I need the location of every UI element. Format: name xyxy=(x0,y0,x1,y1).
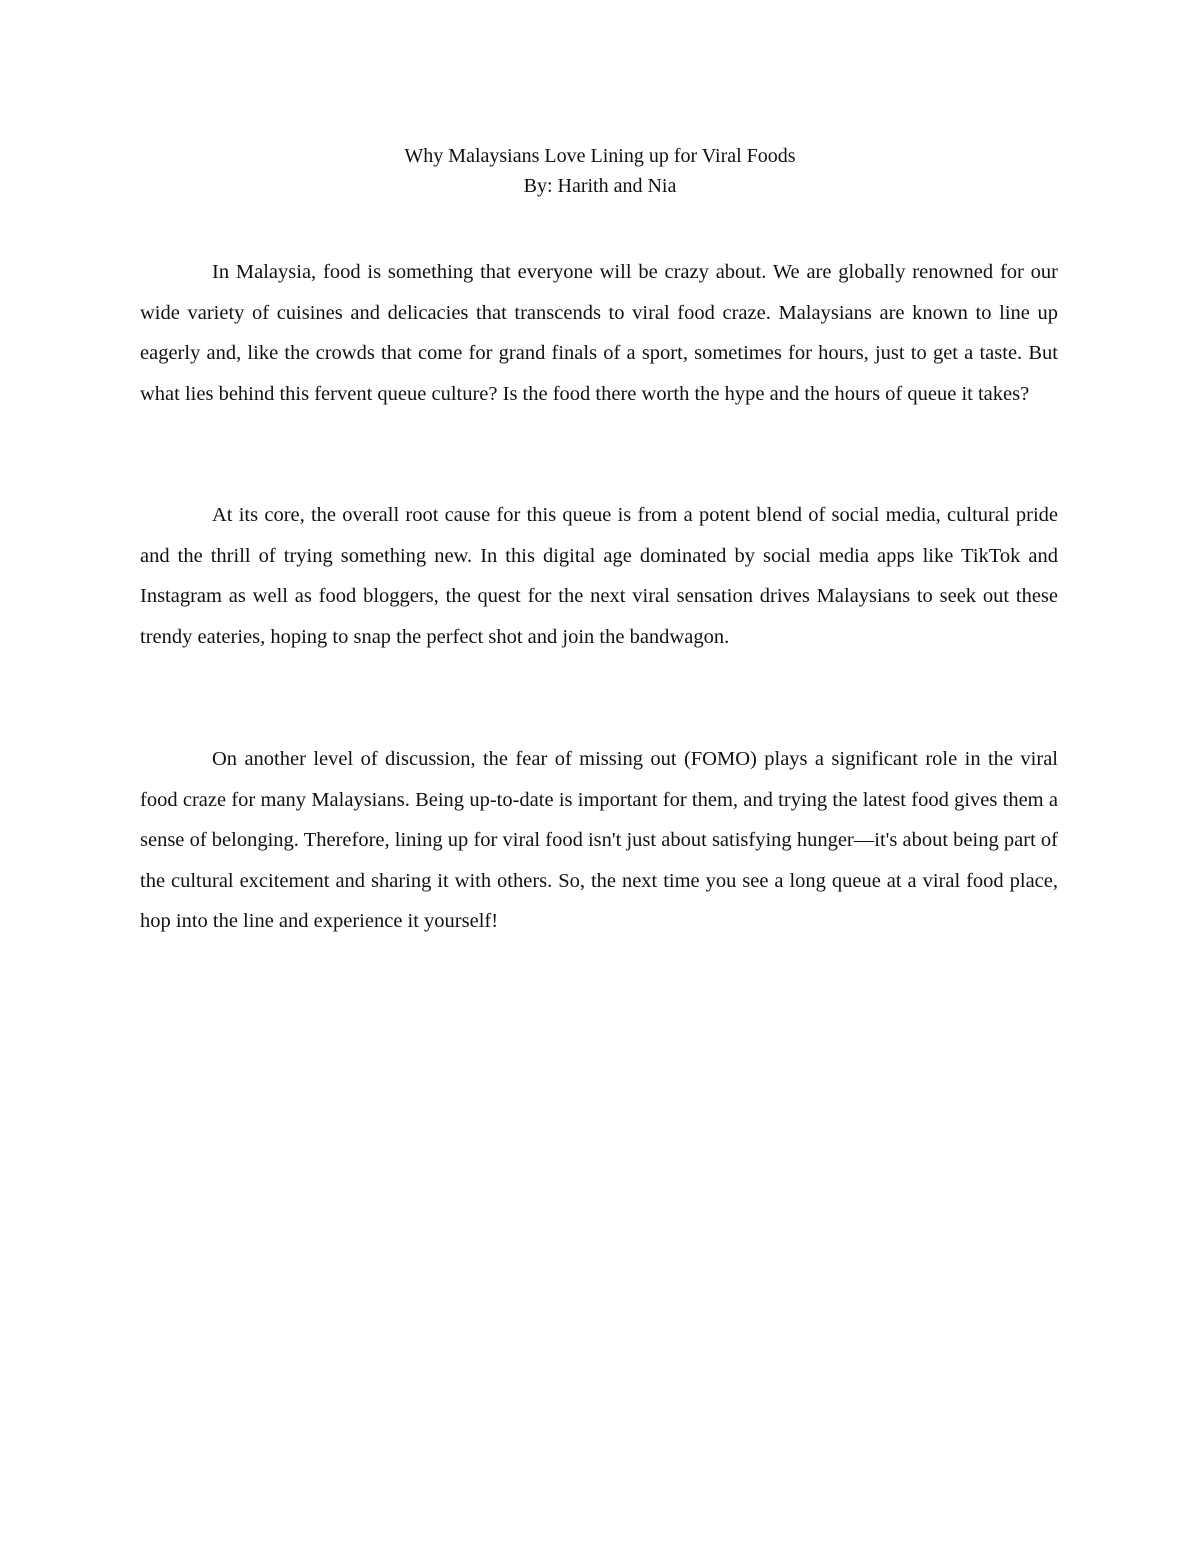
title-block xyxy=(140,141,1060,201)
document-byline: By: Harith and Nia xyxy=(523,175,677,197)
paragraph-3: On another level of discussion, the fear of missing out (FOMO) plays a significant role in the viral food craze for many Malaysians. Being up-to-date is important for them, and trying the latest food gives them a sense of belonging. Therefore, lining up for viral food isn't just about satisfying hunger—it's about being part of the cultural excitement and sharing it with others. So, the next time you see a long queue at a viral food place, hop into the line and experience it yourself! xyxy=(140,748,1058,933)
document-title: Why Malaysians Love Lining up for Viral Foods xyxy=(404,145,796,167)
paragraph-2: At its core, the overall root cause for this queue is from a potent blend of social media, cultural pride and the thrill of trying something new. In this digital age dominated by social media apps like TikTok and Instagram as well as food bloggers, the quest for the next viral sensation drives Malaysians to seek out these trendy eateries, hoping to snap the perfect shot and join the bandwagon. xyxy=(140,504,1058,648)
paragraph-1: In Malaysia, food is something that everyone will be crazy about. We are globally renowned for our wide variety of cuisines and delicacies that transcends to viral food craze. Malaysians are known to line up eagerly and, like the crowds that come for grand finals of a sport, sometimes for hours, just to get a taste. But what lies behind this fervent queue culture? Is the food there worth the hype and the hours of queue it takes? xyxy=(140,261,1058,405)
